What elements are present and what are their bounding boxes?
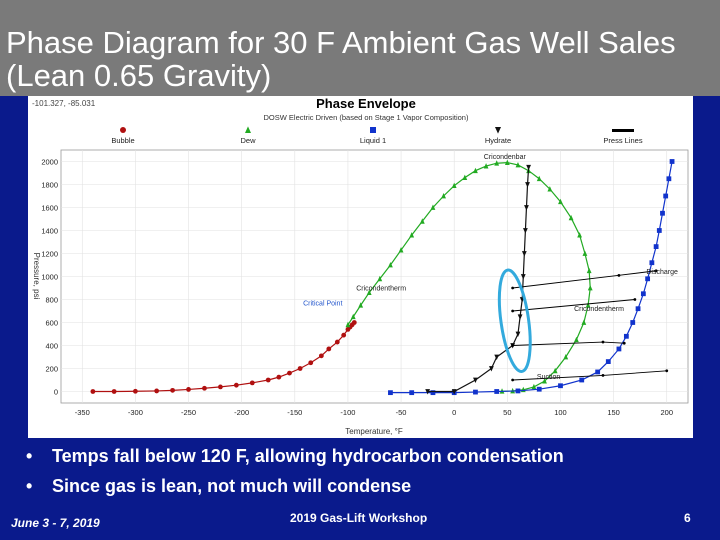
press-lines-point [623,342,626,345]
press-lines-point [633,298,636,301]
y-tick-label: 1000 [41,272,58,282]
x-tick-label: -150 [287,408,303,417]
series-layer [90,159,674,395]
bubble-point [250,380,255,385]
bullet-list [26,444,706,504]
dew-point [537,176,542,181]
annotations [303,154,678,381]
slide-title: Phase Diagram for 30 F Ambient Gas Well Sales (Lean 0.65 Gravity) [6,25,676,93]
y-tick-label: 0 [53,387,58,397]
y-tick-label: 400 [45,341,58,351]
press-lines-point [602,341,605,344]
legend-label: Hydrate [484,136,512,145]
bubble-series-line [93,323,354,392]
bubble-point [335,340,340,345]
bullet-item [26,474,706,504]
chart-title: Phase Envelope [316,96,416,111]
liquid-1-point [645,276,650,281]
y-tick-label: 1800 [41,180,58,190]
liquid-1-point [617,347,622,352]
legend-marker [495,127,501,134]
legend-label: Dew [240,136,256,145]
liquid-1-point [409,390,414,395]
liquid-1-point [660,211,665,216]
bubble-point [133,389,138,394]
phase-envelope-chart [28,96,693,438]
bubble-point [276,375,281,380]
bubble-point [186,387,191,392]
bubble-point [112,389,117,394]
liquid-1-point [636,306,641,311]
footer-date: June 3 - 7, 2019 [11,516,100,530]
dew-point [588,285,593,290]
liquid-1-point [494,389,499,394]
liquid-1-point [558,383,563,388]
liquid-1-point [666,176,671,181]
liquid-1-point [537,387,542,392]
liquid-1-point [654,244,659,249]
y-tick-label: 2000 [41,157,58,167]
x-tick-label: -50 [395,408,407,417]
press-lines-point [511,344,514,347]
x-tick-label: -100 [340,408,356,417]
legend-label: Liquid 1 [359,136,387,145]
chart-svg [28,96,693,438]
annotation-label: Suction [536,373,561,381]
liquid-1-point [670,159,675,164]
bubble-point [154,389,159,394]
dew-point [452,183,457,188]
press-lines-point [511,379,514,382]
bullet-text: Temps fall below 120 F, allowing hydrocarbon condensation [52,446,564,466]
bullet-icon: • [26,476,33,496]
x-tick-label: -250 [181,408,197,417]
bubble-point [90,389,95,394]
press-lines-point [602,374,605,377]
hydrate-point [494,355,499,360]
y-axis-label: Pressure, psi [32,252,41,300]
liquid-1-point [473,390,478,395]
annotation-label: Critical Point [303,300,343,308]
liquid-1-point [663,194,668,199]
highlight-ellipse [494,268,536,373]
bubble-point [287,371,292,376]
x-tick-label: 200 [660,408,674,417]
grid [61,150,688,403]
x-tick-label: 0 [452,408,457,417]
liquid-1-point [516,389,521,394]
dew-point [587,268,592,273]
hydrate-point [524,205,529,210]
y-tick-label: 1600 [41,203,58,213]
x-axis-label: Temperature, °F [345,427,403,436]
bubble-point [326,347,331,352]
liquid-1-point [388,390,393,395]
liquid-1-point [649,260,654,265]
dew-point [462,175,467,180]
x-tick-label: -300 [127,408,143,417]
y-tick-label: 600 [45,318,58,328]
liquid-1-point [606,359,611,364]
press-lines-point [618,274,621,277]
cursor-coordinates: -101.327, -85.031 [32,99,96,108]
liquid-1-point [595,370,600,375]
legend-marker [120,127,126,133]
liquid-1-point [624,334,629,339]
dew-point [574,337,579,342]
hydrate-point [518,314,523,319]
hydrate-point [525,182,530,187]
press-lines-point [511,287,514,290]
annotation-label: Cricondenbar [483,154,526,162]
y-tick-label: 800 [45,295,58,305]
dew-series-line [348,163,590,392]
bubble-point [298,366,303,371]
liquid-1-point [630,320,635,325]
liquid-1-series-line [390,162,672,393]
bubble-point [266,378,271,383]
annotation-label: Cricondentherm [356,285,407,293]
y-tick-label: 1200 [41,249,58,259]
bubble-point [202,386,207,391]
annotation-label: Discharge [646,269,678,277]
press-lines-line [513,271,656,288]
footer-event: 2019 Gas-Lift Workshop [290,511,428,525]
hydrate-point [516,332,521,337]
press-lines-point [665,369,668,372]
x-tick-label: 100 [554,408,567,417]
legend [111,126,643,145]
bubble-point [341,333,346,338]
y-tick-label: 1400 [41,226,58,236]
bubble-point [234,383,239,388]
annotation-label: Cricondentherm [574,306,624,313]
liquid-1-point [657,228,662,233]
press-lines-point [511,310,514,313]
bullet-icon: • [26,446,33,466]
bullet-item [26,444,706,474]
liquid-1-point [579,378,584,383]
bubble-point [319,353,324,358]
legend-label: Press Lines [603,136,643,145]
chart-subtitle: DOSW Electric Driven (based on Stage 1 Vapor Composition) [263,113,469,122]
x-tick-label: 150 [607,408,620,417]
bullet-text: Since gas is lean, not much will condense [52,476,412,496]
hydrate-series-line [428,167,529,391]
bubble-point [170,388,175,393]
legend-marker [612,129,634,132]
page-number: 6 [684,511,691,525]
liquid-1-point [641,291,646,296]
legend-marker [245,126,251,133]
x-tick-label: -200 [234,408,250,417]
bubble-point [308,360,313,365]
legend-label: Bubble [111,136,135,145]
x-tick-label: -350 [74,408,90,417]
legend-marker [370,127,376,133]
bubble-point [352,320,357,325]
bubble-point [218,385,223,390]
x-tick-label: 50 [503,408,512,417]
y-tick-label: 200 [45,364,58,374]
